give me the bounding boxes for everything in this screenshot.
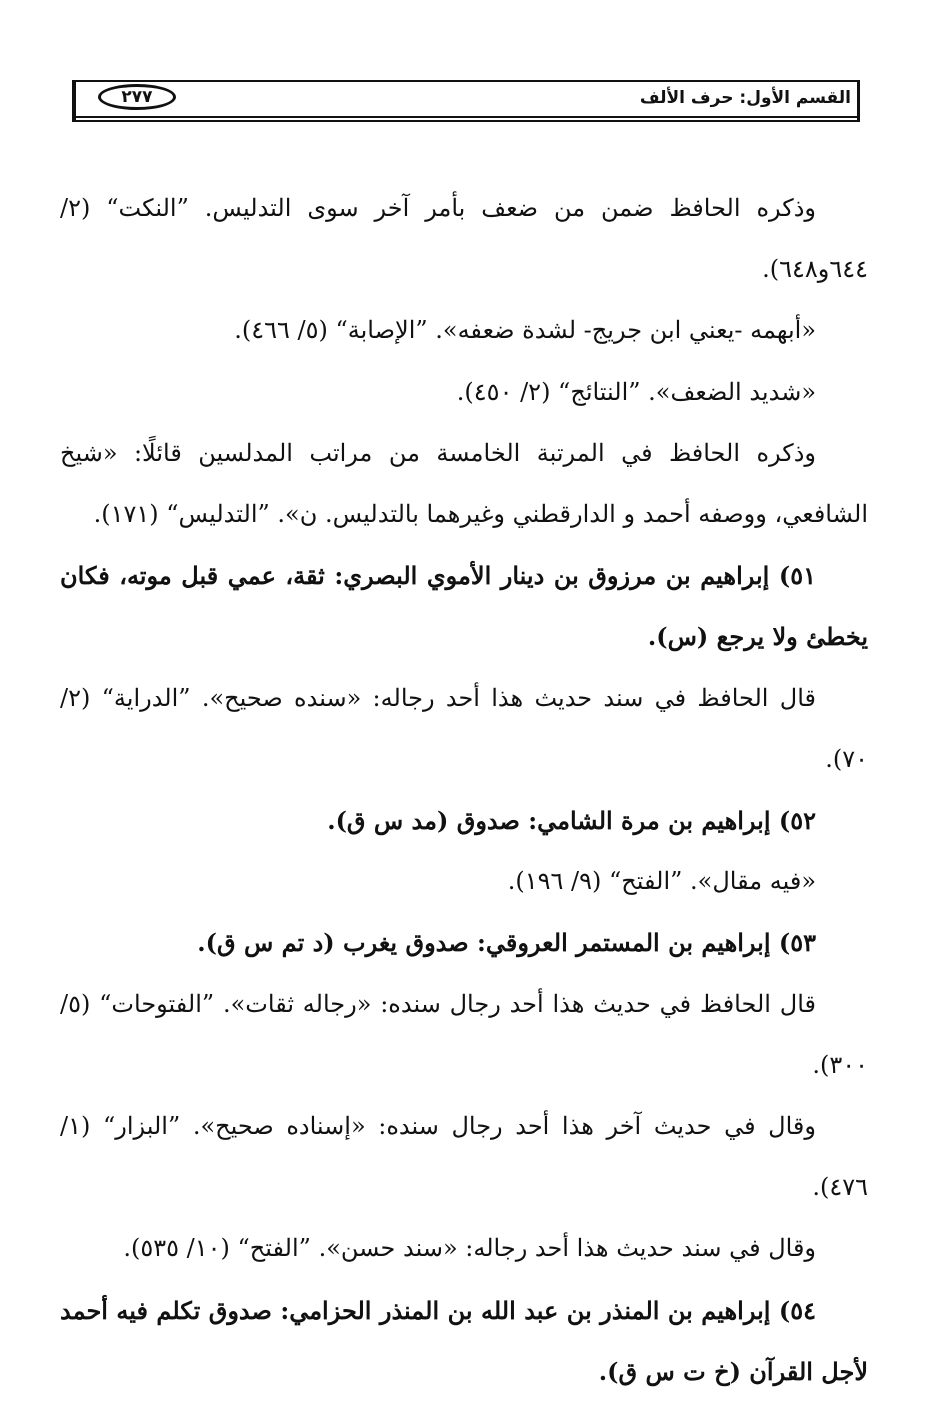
header-rule: [76, 116, 857, 118]
paragraph: وقال في حديث آخر هذا أحد رجال سنده: «إسناده صحيح». ”البزار“ (١/ ٤٧٦).: [60, 1112, 868, 1202]
running-header: [72, 80, 860, 122]
paragraph: قال الحافظ في حديث هذا أحد رجال سنده: «رجاله ثقات». ”الفتوحات“ (٥/ ٣٠٠).: [60, 989, 868, 1079]
entry-heading-53: ٥٣) إبراهيم بن المستمر العروقي: صدوق يغرب (د تم س ق).: [197, 928, 816, 958]
paragraph: «فيه مقال». ”الفتح“ (٩/ ١٩٦).: [507, 867, 816, 896]
section-title: القسم الأول: حرف الألف: [639, 88, 851, 108]
paragraph: وذكره الحافظ في المرتبة الخامسة من مراتب المدلسين قائلًا: «شيخ الشافعي، ووصفه أحمد و الدارقطني وغيرهما بالتدليس. ن». ”التدليس“ (١٧١).: [60, 438, 868, 529]
entry-heading-52: ٥٢) إبراهيم بن مرة الشامي: صدوق (مد س ق).: [327, 806, 816, 836]
entry-heading-54: ٥٤) إبراهيم بن المنذر بن عبد الله بن المنذر الحزامي: صدوق تكلم فيه أحمد لأجل القرآن (خ ت س ق).: [60, 1295, 868, 1386]
paragraph: «شديد الضعف». ”النتائج“ (٢/ ٤٥٠).: [456, 377, 816, 406]
page-number-badge: ٢٧٧: [98, 84, 176, 110]
paragraph: وذكره الحافظ ضمن من ضعف بأمر آخر سوى التدليس. ”النكت“ (٢/ ٦٤٤و٦٤٨).: [60, 194, 868, 284]
paragraph: قال الحافظ في سند حديث هذا أحد رجاله: «سنده صحيح». ”الدراية“ (٢/ ٧٠).: [60, 683, 868, 773]
page-body: [60, 178, 868, 1402]
paragraph: وقال في سند حديث هذا أحد رجاله: «سند حسن». ”الفتح“ (١٠/ ٥٣٥).: [123, 1234, 816, 1263]
entry-heading-51: ٥١) إبراهيم بن مرزوق بن دينار الأموي البصري: ثقة، عمي قبل موته، فكان يخطئ ولا يرجع (س).: [60, 561, 868, 652]
paragraph: «أبهمه -يعني ابن جريج- لشدة ضعفه». ”الإصابة“ (٥/ ٤٦٦).: [234, 316, 816, 345]
